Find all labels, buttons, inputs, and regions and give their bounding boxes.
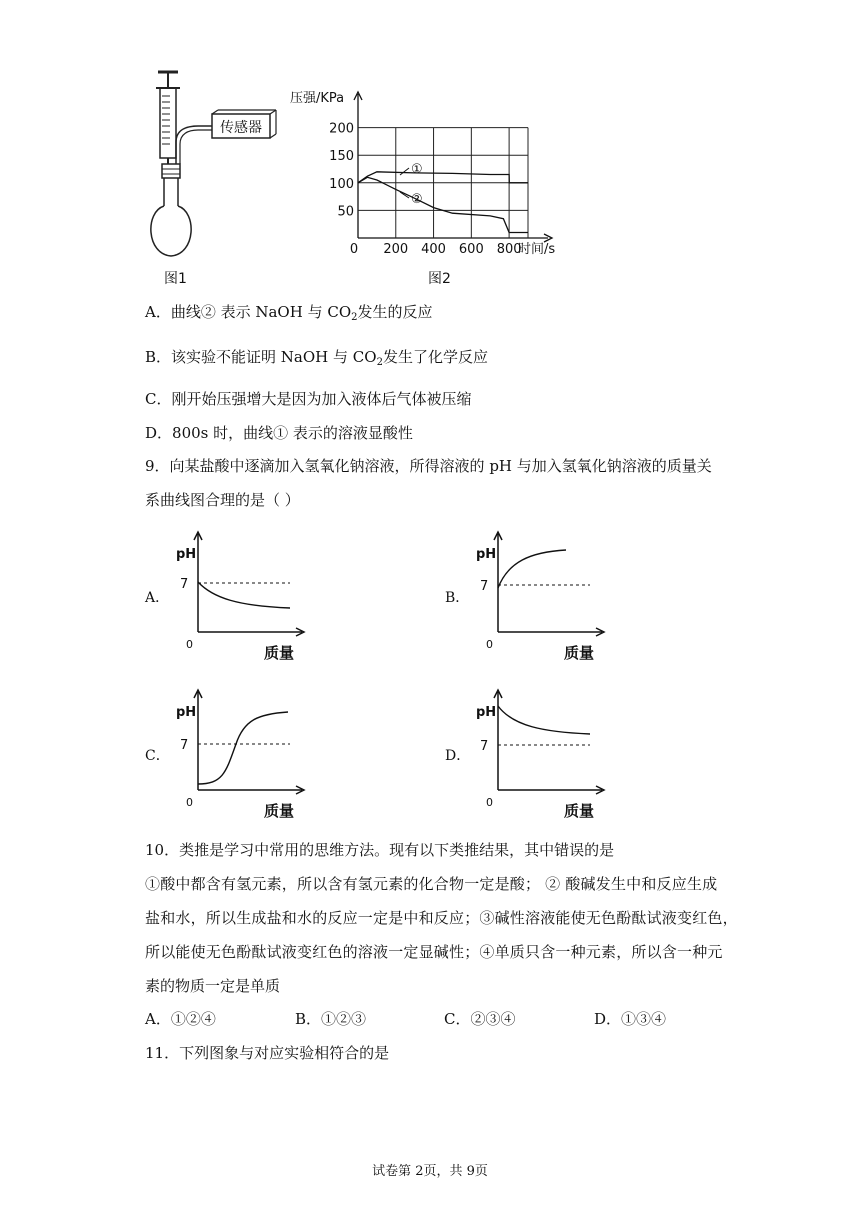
q9-y-label: pH — [476, 705, 497, 720]
chem-formula: $CO_2$ — [327, 303, 358, 323]
q10-option-b: B．①②③ — [295, 1010, 367, 1028]
q9-ref-value: 7 — [180, 738, 189, 753]
q9-x-label: 质量 — [264, 644, 295, 662]
q9-ph-curve — [498, 706, 590, 734]
q9-origin: 0 — [486, 638, 493, 651]
q9-y-label: pH — [176, 705, 197, 720]
figure2-pressure-chart — [288, 82, 578, 262]
q10-option-a: A．①②④ — [145, 1010, 216, 1028]
q9-graph-d — [468, 688, 608, 823]
q10-option-d: D．①③④ — [594, 1010, 667, 1028]
q10-body-line4: 所以能使无色酚酞试液变红色的溶液一定显碱性；④单质只含一种元素，所以含一种元 — [145, 943, 723, 961]
q9-y-label: pH — [476, 547, 497, 562]
q9-graph-a — [168, 530, 308, 665]
fig2-x-tick-label: 400 — [421, 242, 446, 257]
q10-stem: 10．类推是学习中常用的思维方法。现有以下类推结果，其中错误的是 — [145, 841, 615, 859]
q9-label-c: C． — [145, 748, 170, 764]
q11-stem: 11．下列图象与对应实验相符合的是 — [145, 1044, 390, 1062]
flask-stopper — [162, 164, 180, 178]
figure1-caption: 图1 — [164, 271, 187, 287]
q9-stem-line2: 系曲线图合理的是（ ） — [145, 491, 300, 509]
q9-graph-b — [468, 530, 608, 665]
q9-origin: 0 — [186, 796, 193, 809]
q9-ph-curve — [198, 582, 290, 608]
q8-option-b: B．该实验不能证明 NaOH 与 $CO_2$发生了化学反应 — [145, 348, 488, 368]
q9-label-d: D． — [445, 748, 471, 764]
sensor-tube — [176, 126, 212, 164]
fig2-y-tick-label: 50 — [337, 204, 354, 220]
q10-option-c: C．②③④ — [444, 1010, 516, 1028]
fig2-y-tick-label: 200 — [329, 121, 354, 137]
figure1-apparatus — [140, 66, 290, 266]
fig2-y-tick-label: 100 — [329, 176, 354, 192]
q9-stem-line1: 9．向某盐酸中逐滴加入氢氧化钠溶液，所得溶液的 pH 与加入氢氧化钠溶液的质量关 — [145, 457, 712, 475]
fig2-curve1-pointer — [400, 168, 409, 175]
q9-ref-value: 7 — [480, 579, 489, 594]
fig2-curve-1 — [358, 172, 528, 183]
q8-option-a: A．曲线② 表示 NaOH 与 $CO_2$发生的反应 — [145, 303, 433, 323]
fig2-x-tick-label: 200 — [383, 242, 409, 257]
q8-option-d: D．800s 时，曲线① 表示的溶液显酸性 — [145, 424, 413, 442]
q9-ph-curve — [198, 712, 288, 784]
syringe-barrel — [160, 88, 176, 158]
q9-x-label: 质量 — [564, 802, 595, 820]
q9-label-a: A． — [145, 590, 170, 606]
q10-body-line2: ①酸中都含有氢元素，所以含有氢元素的化合物一定是酸； ② 酸碱发生中和反应生成 — [145, 875, 718, 893]
q9-label-b: B． — [445, 590, 470, 606]
page-footer: 试卷第 2页，共 9页 — [372, 1164, 488, 1179]
q9-x-label: 质量 — [564, 644, 595, 662]
q10-body-line3: 盐和水，所以生成盐和水的反应一定是中和反应；③碱性溶液能使无色酚酞试液变红色， — [145, 909, 738, 927]
q9-ref-value: 7 — [480, 739, 489, 754]
q9-graph-c — [168, 688, 308, 823]
fig2-y-tick-label: 150 — [329, 149, 354, 165]
figure2-caption: 图2 — [428, 271, 451, 287]
round-bottom-flask — [151, 206, 191, 256]
q9-x-label: 质量 — [264, 802, 295, 820]
fig2-y-axis-label: 压强/KPa — [290, 91, 345, 106]
q9-origin: 0 — [186, 638, 193, 651]
fig2-x-tick-label: 0 — [349, 242, 359, 257]
fig2-x-axis-label: 时间/s — [518, 242, 556, 257]
fig2-x-tick-label: 800 — [496, 242, 522, 257]
q10-body-line5: 素的物质一定是单质 — [145, 977, 281, 995]
q8-option-c: C．刚开始压强增大是因为加入液体后气体被压缩 — [145, 390, 472, 408]
sensor-label: 传感器 — [220, 120, 262, 136]
q9-origin: 0 — [486, 796, 493, 809]
fig2-curve-2 — [358, 177, 528, 232]
chem-formula: $CO_2$ — [352, 348, 383, 368]
fig2-x-tick-label: 600 — [458, 242, 484, 257]
q9-ph-curve — [498, 550, 566, 588]
q9-y-label: pH — [176, 547, 197, 562]
q9-ref-value: 7 — [180, 577, 189, 592]
fig2-curve1-label: ① — [411, 162, 423, 177]
fig2-curve2-label: ② — [411, 192, 423, 207]
